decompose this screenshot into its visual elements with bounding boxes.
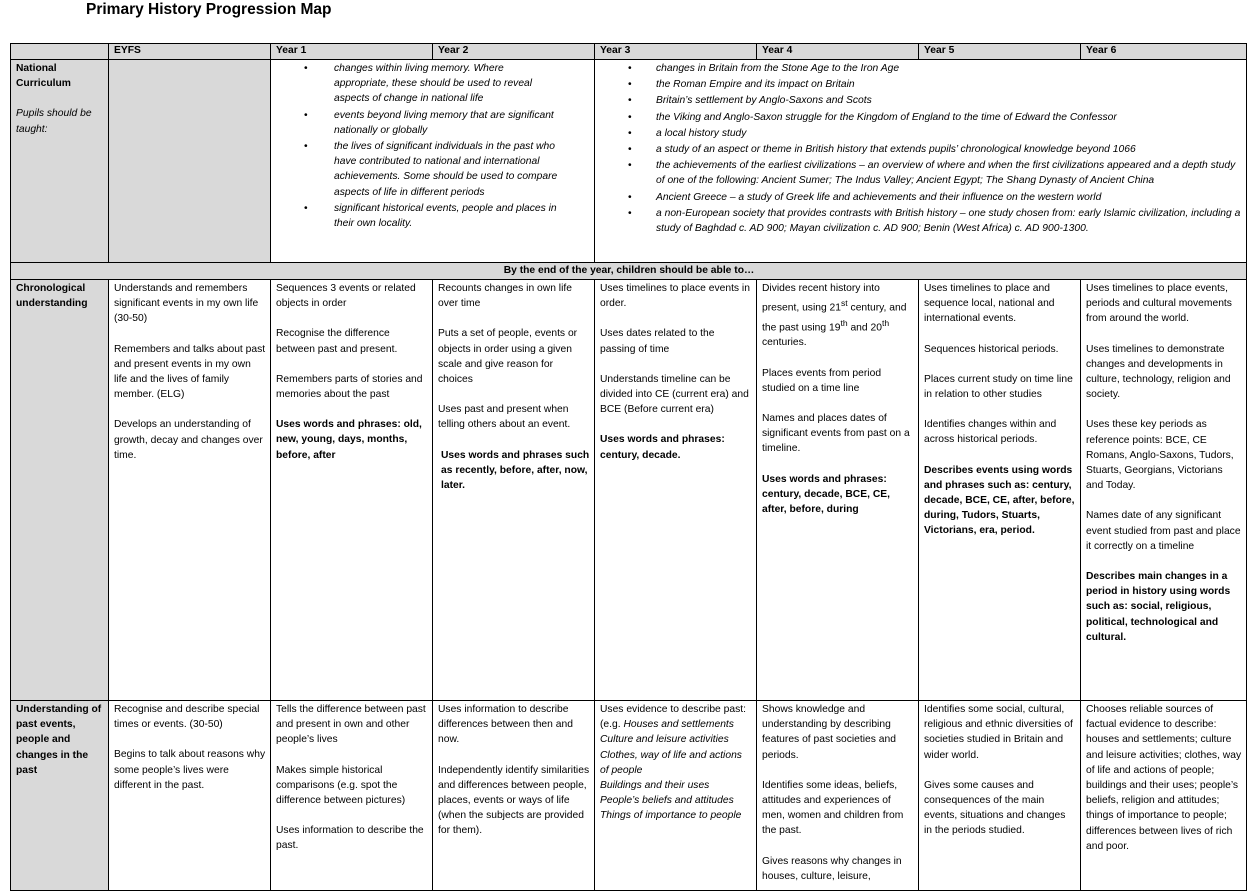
chrono-year2-text: Recounts changes in own life over time xyxy=(438,283,572,310)
col-header-year6: Year 6 xyxy=(1081,44,1247,60)
past-eyfs-text: Begins to talk about reasons why some people’s lives were different in the past. xyxy=(114,749,266,791)
col-header-year2: Year 2 xyxy=(433,44,595,60)
chrono-year5-text: Places current study on time line in relation to other studies xyxy=(924,373,1073,401)
past-year4-text: Identifies some ideas, beliefs, attitudes and experiences of men, women and children from the past. xyxy=(762,779,904,837)
chrono-eyfs-cell xyxy=(109,280,271,701)
chrono-year1-text: Recognise the difference between past and present. xyxy=(276,328,398,355)
ks1-curriculum-list xyxy=(276,61,558,231)
list-item: • changes within living memory. Where appropriate, these should be used to reveal aspects of change in national life xyxy=(276,61,558,107)
pupils-taught-label: Pupils should be taught: xyxy=(16,108,92,135)
past-year3-intro: Uses evidence to describe past: xyxy=(600,704,746,715)
header-row xyxy=(11,44,1247,60)
past-eyfs-cell xyxy=(109,701,271,891)
chrono-year3-text: Uses timelines to place events in order. xyxy=(600,283,750,310)
col-header-year5: Year 5 xyxy=(919,44,1081,60)
superscript: th xyxy=(840,317,848,328)
chronological-row xyxy=(11,280,1247,701)
past-year2-text: Independently identify similarities and differences between people, places, events or ways of life (when the subjects are provided for them). xyxy=(438,764,590,837)
row-header-chronological: Chronological understanding xyxy=(11,280,109,701)
evidence-item: Clothes, way of life and actions of people xyxy=(600,749,742,776)
past-eyfs-text: Recognise and describe special times or events. (30-50) xyxy=(114,704,260,731)
list-item: • a non-European society that provides contrasts with British history – one study chosen from: early Islamic civilization, including a study of Baghdad c. AD 900; Mayan civilization c. AD 900; Benin (West Africa) c. AD 900-1300. xyxy=(600,206,1242,236)
chrono-year5-cell xyxy=(919,280,1081,701)
page-title: Primary History Progression Map xyxy=(86,1,332,18)
list-item: • the lives of significant individuals in the past who have contributed to national and international achievements. Some should be used to compare aspects of life in different periods xyxy=(276,139,558,200)
chrono-year3-text: Uses dates related to the passing of time xyxy=(600,328,715,355)
superscript: st xyxy=(841,298,848,309)
chrono-year6-cell xyxy=(1081,280,1247,701)
chrono-year5-text: Sequences historical periods. xyxy=(924,343,1059,355)
past-year5-text: Gives some causes and consequences of the main events, situations and changes in the periods studied. xyxy=(924,779,1066,837)
superscript: th xyxy=(881,317,890,328)
evidence-item: Culture and leisure activities xyxy=(600,734,729,746)
chrono-year6-text: Uses timelines to place events, periods and cultural movements from around the world. xyxy=(1086,283,1232,325)
text-part: Divides recent history into present, using 21 xyxy=(762,283,880,314)
past-year4-text: Gives reasons why changes in houses, culture, leisure, xyxy=(762,855,902,882)
chrono-year3-text: Understands timeline can be divided into CE (current era) and BCE (Before current era) xyxy=(600,373,749,416)
chrono-year4-cell xyxy=(757,280,919,701)
past-year2-cell xyxy=(433,701,595,891)
chrono-year2-text: Uses past and present when telling others about an event. xyxy=(438,404,571,431)
banner-row xyxy=(11,263,1247,280)
chrono-year4-vocab: Uses words and phrases: century, decade, BCE, CE, after, before, during xyxy=(762,473,890,516)
past-events-row xyxy=(11,701,1247,891)
col-header-year3: Year 3 xyxy=(595,44,757,60)
list-item: • Britain’s settlement by Anglo-Saxons and Scots xyxy=(600,93,1242,108)
chrono-year3-cell xyxy=(595,280,757,701)
national-curriculum-row xyxy=(11,60,1247,263)
col-header-year1: Year 1 xyxy=(271,44,433,60)
past-year1-text: Uses information to describe the past. xyxy=(276,825,424,852)
end-of-year-banner: By the end of the year, children should be able to… xyxy=(11,263,1247,280)
chrono-year6-text: Names date of any significant event studied from past and place it correctly on a timeline xyxy=(1086,510,1241,552)
past-year5-text: Identifies some social, cultural, religious and ethnic diversities of societies studied in Britain and wider world. xyxy=(924,704,1073,761)
chrono-year6-text: Uses timelines to demonstrate changes and developments in culture, technology, religion and society. xyxy=(1086,343,1231,401)
list-item: • Ancient Greece – a study of Greek life and achievements and their influence on the western world xyxy=(600,190,1242,205)
text-part: centuries. xyxy=(762,337,807,349)
national-curriculum-label: National Curriculum xyxy=(16,63,71,90)
past-year4-cell xyxy=(757,701,919,891)
list-item: • significant historical events, people and places in their own locality. xyxy=(276,201,558,231)
col-header-eyfs: EYFS xyxy=(109,44,271,60)
chrono-year1-text: Remembers parts of stories and memories about the past xyxy=(276,373,423,401)
evidence-item: Houses and settlements xyxy=(623,719,734,731)
past-year6-text: Chooses reliable sources of factual evidence to describe: houses and settlements; culture and leisure activities; clothes, way of life and actions of people; buildings and their uses; people’s beliefs, religion and attitudes; things of importance to people; differences between lives of rich and poor. xyxy=(1086,704,1242,852)
progression-table xyxy=(10,43,1247,891)
list-item: • the achievements of the earliest civilizations – an overview of where and when the first civilizations appeared and a depth study of one of the following: Ancient Sumer; The Indus Valley; Ancient Egypt; The Shang Dynasty of Ancient China xyxy=(600,158,1242,188)
nc-ks1-cell xyxy=(271,60,595,263)
chrono-year2-cell xyxy=(433,280,595,701)
chrono-year2-text: Puts a set of people, events or objects in order using a given scale and give reason for choices xyxy=(438,328,578,386)
past-year4-text: Shows knowledge and understanding by describing features of past societies and periods. xyxy=(762,704,896,761)
row-header-past-events: Understanding of past events, people and changes in the past xyxy=(11,701,109,891)
nc-ks2-cell xyxy=(595,60,1247,263)
chrono-year6-vocab: Describes main changes in a period in history using words such as: social, religious, political, technological and cultural. xyxy=(1086,571,1231,643)
chrono-eyfs-text: Understands and remembers significant events in my own life (30-50) xyxy=(114,283,259,325)
evidence-item: Things of importance to people xyxy=(600,810,742,822)
list-item: • events beyond living memory that are significant nationally or globally xyxy=(276,108,558,138)
past-year3-cell xyxy=(595,701,757,891)
text-part: and 20 xyxy=(847,322,882,334)
past-year5-cell xyxy=(919,701,1081,891)
chrono-year4-centuries xyxy=(762,281,914,351)
past-year3-evidence xyxy=(600,717,752,732)
past-year1-text: Tells the difference between past and present in own and other people’s lives xyxy=(276,704,426,746)
list-item: • the Roman Empire and its impact on Britain xyxy=(600,77,1242,92)
list-item: • a study of an aspect or theme in British history that extends pupils’ chronological knowledge beyond 1066 xyxy=(600,142,1242,157)
past-year1-text: Makes simple historical comparisons (e.g. spot the difference between pictures) xyxy=(276,764,406,807)
list-item: • a local history study xyxy=(600,126,1242,141)
past-year1-cell xyxy=(271,701,433,891)
list-item: • the Viking and Anglo-Saxon struggle for the Kingdom of England to the time of Edward the Confessor xyxy=(600,110,1242,125)
chrono-year1-text: Sequences 3 events or related objects in order xyxy=(276,283,416,310)
corner-cell xyxy=(11,44,109,60)
list-item: • changes in Britain from the Stone Age to the Iron Age xyxy=(600,61,1242,76)
row-header-national-curriculum xyxy=(11,60,109,263)
chrono-year6-text: Uses these key periods as reference points: BCE, CE Romans, Anglo-Saxons, Tudors, Stuarts, Georgians, Victorians and Today. xyxy=(1086,419,1234,492)
chrono-year4-text: Names and places dates of significant events from past on a timeline. xyxy=(762,413,910,455)
text-part: century, and the past using 19 xyxy=(762,302,907,334)
evidence-item: Buildings and their uses xyxy=(600,780,710,792)
past-year6-cell xyxy=(1081,701,1247,891)
chrono-year5-text: Identifies changes within and across historical periods. xyxy=(924,419,1057,446)
ks2-curriculum-list xyxy=(600,61,1242,236)
chrono-year5-text: Uses timelines to place and sequence local, national and international events. xyxy=(924,283,1055,325)
col-header-year4: Year 4 xyxy=(757,44,919,60)
text-part: (e.g. xyxy=(600,719,624,731)
evidence-item: People’s beliefs and attitudes xyxy=(600,795,734,807)
chrono-eyfs-text: Remembers and talks about past and present events in my own life and the lives of family member. (ELG) xyxy=(114,343,266,401)
chrono-eyfs-text: Develops an understanding of growth, decay and changes over time. xyxy=(114,419,263,461)
nc-eyfs-cell xyxy=(109,60,271,263)
chrono-year2-vocab: Uses words and phrases such as recently, before, after, now, later. xyxy=(441,449,590,492)
past-year2-text: Uses information to describe differences between then and now. xyxy=(438,704,573,746)
chrono-year1-cell xyxy=(271,280,433,701)
chrono-year5-vocab: Describes events using words and phrases such as: century, decade, BCE, CE, after, before, during, Tudors, Stuarts, Victorians, era, period. xyxy=(924,464,1075,537)
chrono-year1-vocab: Uses words and phrases: old, new, young, days, months, before, after xyxy=(276,419,422,461)
chrono-year3-vocab: Uses words and phrases: century, decade. xyxy=(600,434,725,461)
chrono-year4-text: Places events from period studied on a time line xyxy=(762,367,882,394)
